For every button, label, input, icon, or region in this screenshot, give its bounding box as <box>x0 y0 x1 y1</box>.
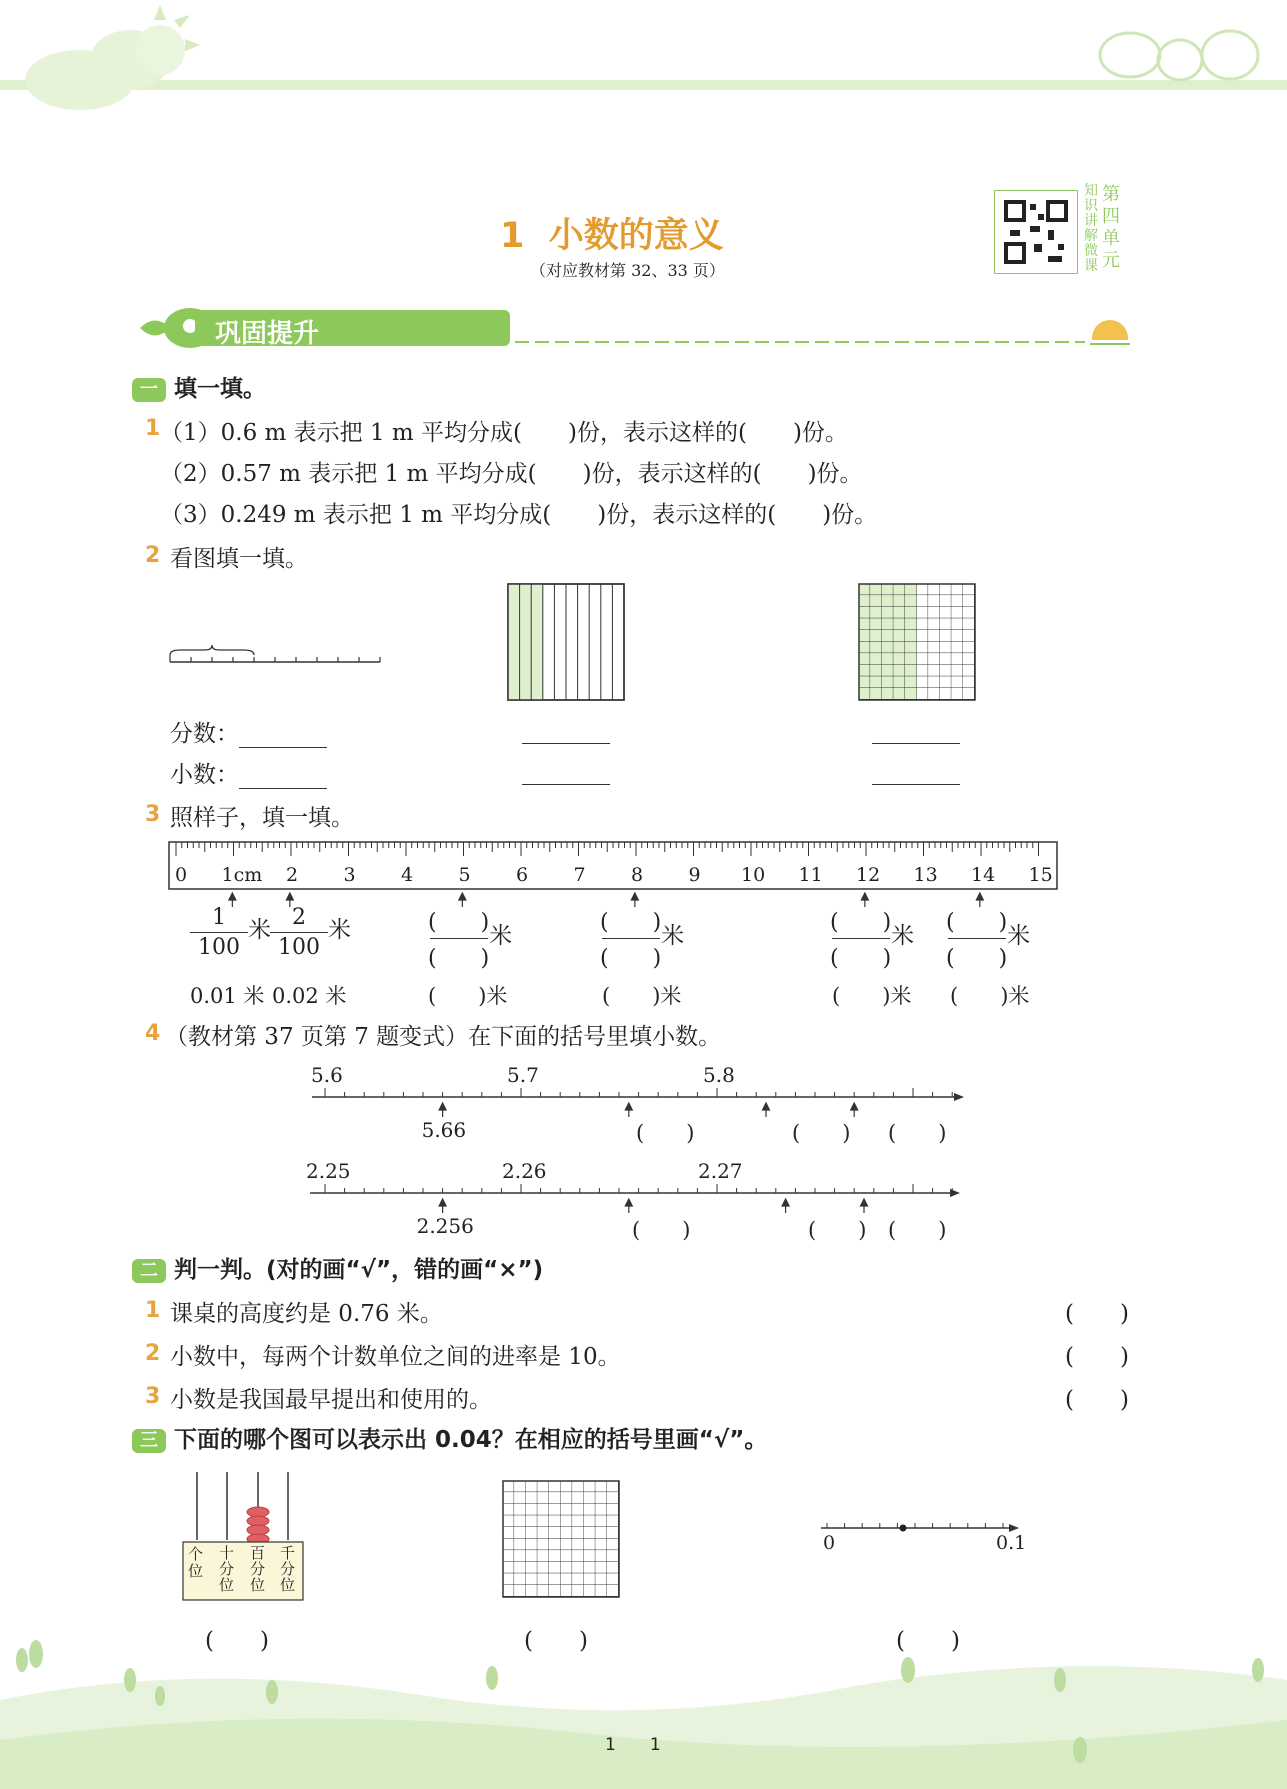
page-number: 1 1 <box>605 1735 661 1755</box>
ruler-label: 3 <box>343 864 356 886</box>
example-2 <box>270 905 351 960</box>
nl2-blank-2[interactable]: ( ) <box>808 1218 867 1242</box>
ruler-label: 15 <box>1028 864 1053 886</box>
nl2-given: 2.256 <box>416 1214 474 1237</box>
answer-14cm-decimal[interactable]: ( )米 <box>950 984 1030 1008</box>
q4-number: 4 <box>145 1021 161 1046</box>
answer-12cm-decimal[interactable]: ( )米 <box>832 984 912 1008</box>
nl2-blank-1[interactable]: ( ) <box>632 1218 691 1242</box>
s2-item2-paren[interactable]: ( ) <box>1065 1344 1129 1370</box>
page-title: 1 小数的意义 <box>500 216 724 256</box>
s2-item2-number: 2 <box>145 1341 161 1366</box>
fraction-label-text: 分数： <box>170 721 239 747</box>
fraction-blank-3[interactable] <box>872 723 960 744</box>
s3-nl-start: 0 <box>823 1532 836 1554</box>
ruler-label: 0 <box>175 864 188 886</box>
side-label-lesson: 知识讲解微课 <box>1084 183 1098 274</box>
abacus-label-hundredths: 百分位 <box>250 1544 266 1594</box>
nl1-arrow <box>851 1103 858 1117</box>
example-1-decimal: 0.01 米 <box>190 984 265 1008</box>
example-2-decimal: 0.02 米 <box>272 984 347 1008</box>
nl2-label: 2.25 <box>306 1159 351 1183</box>
example-1-denominator: 100 <box>198 935 240 960</box>
header-decoration <box>0 0 1287 110</box>
answer-8cm-fraction[interactable]: ( ) ( ) 米 <box>600 910 685 971</box>
section2-heading <box>132 1251 543 1284</box>
answer-5cm-decimal[interactable]: ( )米 <box>428 984 508 1008</box>
section1-badge: 一 <box>132 378 166 402</box>
s2-item3-number: 3 <box>145 1384 161 1409</box>
fraction-blank-1[interactable] <box>239 727 327 748</box>
answer-5cm-fraction[interactable]: ( ) ( ) 米 <box>428 910 513 971</box>
abacus-label-thousandths: 千分位 <box>280 1544 296 1594</box>
answer-12cm-fraction[interactable]: ( ) ( ) 米 <box>830 910 915 971</box>
decimal-blank-1[interactable] <box>239 768 327 789</box>
example-2-denominator: 100 <box>278 935 320 960</box>
nl2-arrow <box>625 1199 632 1213</box>
nl2-arrow <box>861 1199 868 1213</box>
q1-line1: （1）0.6 m 表示把 1 m 平均分成( )份，表示这样的( )份。 <box>160 420 848 446</box>
s3-number-line <box>815 1512 1025 1552</box>
example-2-unit: 米 <box>328 917 351 943</box>
ruler-label: 9 <box>688 864 701 886</box>
s3-paren-abacus[interactable]: ( ) <box>205 1628 269 1654</box>
ruler-label: 11 <box>798 864 823 886</box>
q3-text: 照样子，填一填。 <box>170 805 354 831</box>
qr-code-icon[interactable] <box>994 190 1078 274</box>
ruler-label: 4 <box>401 864 414 886</box>
nl2-arrow <box>439 1199 446 1213</box>
section3-heading-text: 下面的哪个图可以表示出 0.04？在相应的括号里画“√”。 <box>174 1427 768 1453</box>
decimal-blank-3[interactable] <box>872 764 960 785</box>
nl1-arrow <box>625 1103 632 1117</box>
ruler-label: 2 <box>286 864 299 886</box>
section3-heading <box>132 1421 767 1454</box>
s2-item1-number: 1 <box>145 1298 161 1323</box>
s3-square-grid <box>502 1480 622 1600</box>
decimal-label <box>170 756 327 789</box>
q2-strip-grid <box>507 583 627 703</box>
q2-segment-figure <box>165 640 385 670</box>
side-label-unit: 第四单元 <box>1102 184 1120 271</box>
example-2-numerator: 2 <box>292 905 306 930</box>
s2-item3-paren[interactable]: ( ) <box>1065 1387 1129 1413</box>
nl1-blank-1[interactable]: ( ) <box>636 1121 695 1145</box>
q4-text: （教材第 37 页第 7 题变式）在下面的括号里填小数。 <box>165 1024 722 1050</box>
q2-number: 2 <box>145 543 161 568</box>
footer-decoration <box>0 1640 1287 1789</box>
abacus-label-tenths: 十分位 <box>219 1544 235 1594</box>
q2-square-grid <box>858 583 978 703</box>
nl1-label: 5.6 <box>311 1063 343 1087</box>
section1-heading-text: 填一填。 <box>174 376 266 402</box>
answer-14cm-fraction[interactable]: ( ) ( ) 米 <box>946 910 1031 971</box>
q1-line2: （2）0.57 m 表示把 1 m 平均分成( )份，表示这样的( )份。 <box>160 461 863 487</box>
ruler-label: 5 <box>458 864 471 886</box>
s2-item3-text: 小数是我国最早提出和使用的。 <box>170 1387 492 1413</box>
ruler-label: 12 <box>856 864 881 886</box>
q3-number: 3 <box>145 802 161 827</box>
nl1-blank-2[interactable]: ( ) <box>792 1121 851 1145</box>
q1-line3: （3）0.249 m 表示把 1 m 平均分成( )份，表示这样的( )份。 <box>160 502 878 528</box>
s3-paren-grid[interactable]: ( ) <box>524 1628 588 1654</box>
nl1-arrow <box>763 1103 770 1117</box>
nl2-arrow <box>782 1199 789 1213</box>
ruler-label: 1cm <box>221 864 263 886</box>
fraction-blank-2[interactable] <box>522 723 610 744</box>
q2-text: 看图填一填。 <box>170 546 308 572</box>
ruler-label: 14 <box>971 864 996 886</box>
abacus-label-ones: 个位 <box>188 1545 204 1580</box>
ruler-label: 7 <box>573 864 586 886</box>
section2-heading-text: 判一判。(对的画“√”，错的画“×”) <box>174 1257 544 1283</box>
ruler-label: 10 <box>741 864 766 886</box>
s3-paren-numberline[interactable]: ( ) <box>896 1628 960 1654</box>
s2-item2-text: 小数中，每两个计数单位之间的进率是 10。 <box>170 1344 621 1370</box>
nl2-label: 2.26 <box>502 1159 547 1183</box>
nl1-blank-3[interactable]: ( ) <box>888 1121 947 1145</box>
example-1-unit: 米 <box>248 917 271 943</box>
nl2-blank-3[interactable]: ( ) <box>888 1218 947 1242</box>
nl1-arrow <box>439 1103 446 1117</box>
s3-nl-end: 0.1 <box>996 1532 1027 1554</box>
section2-badge: 二 <box>132 1259 166 1283</box>
example-1-numerator: 1 <box>212 905 226 930</box>
nl2-label: 2.27 <box>698 1159 743 1183</box>
banner-title: 巩固提升 <box>215 319 320 349</box>
section3-badge: 三 <box>132 1429 166 1453</box>
nl1-label: 5.7 <box>507 1063 539 1087</box>
decimal-blank-2[interactable] <box>522 764 610 785</box>
s2-item1-text: 课桌的高度约是 0.76 米。 <box>170 1301 443 1327</box>
nl1-given: 5.66 <box>421 1118 467 1140</box>
ruler-label: 6 <box>516 864 529 886</box>
example-1 <box>190 905 271 960</box>
page-subtitle: （对应教材第 32、33 页） <box>530 261 725 280</box>
ruler-label: 8 <box>631 864 644 886</box>
answer-8cm-decimal[interactable]: ( )米 <box>602 984 682 1008</box>
q1-number: 1 <box>145 416 161 441</box>
s2-item1-paren[interactable]: ( ) <box>1065 1301 1129 1327</box>
nl1-label: 5.8 <box>703 1063 735 1087</box>
ruler-label: 13 <box>913 864 938 886</box>
section1-heading <box>132 370 266 403</box>
fraction-label <box>170 715 327 748</box>
decimal-label-text: 小数： <box>170 762 239 788</box>
